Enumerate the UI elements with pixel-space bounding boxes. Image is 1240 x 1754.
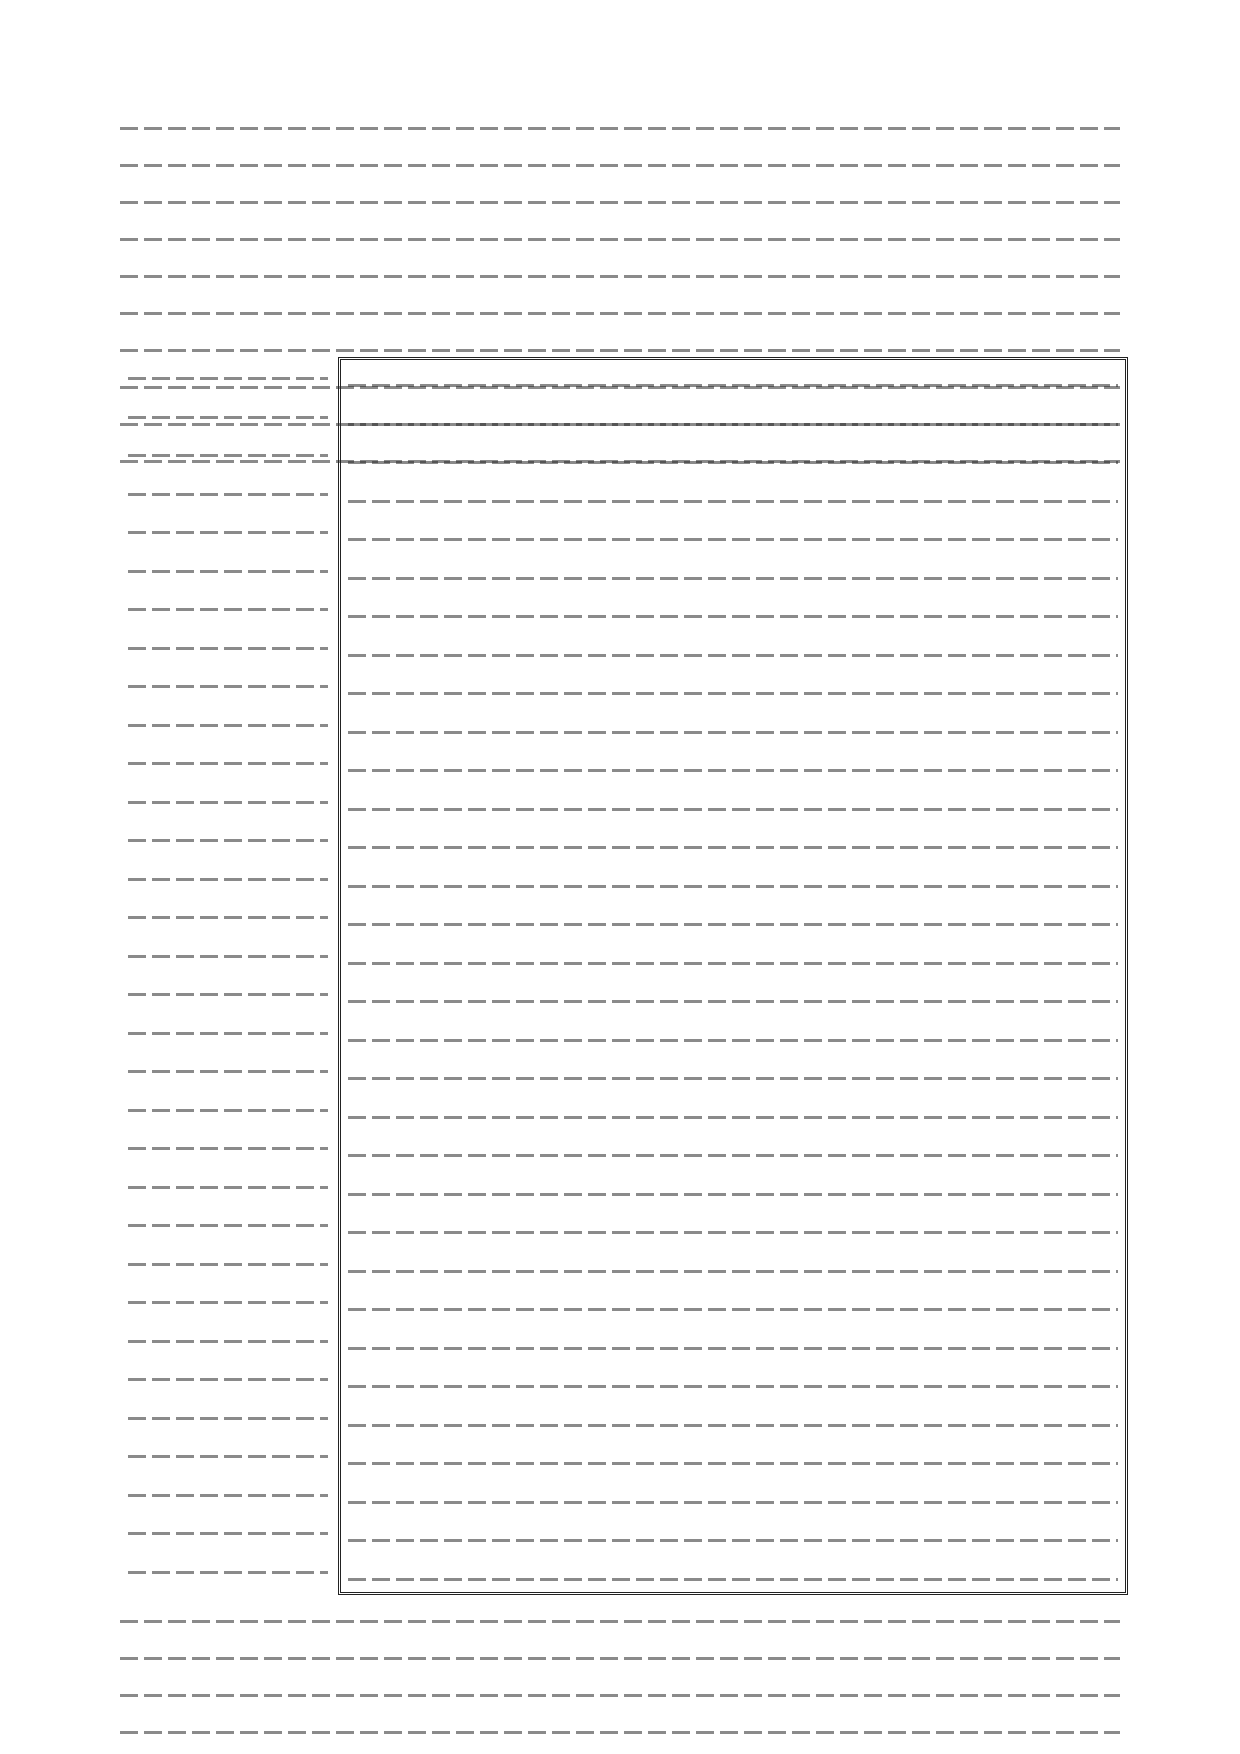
margin-text-line — [128, 745, 328, 784]
margin-text-line — [128, 1015, 328, 1054]
main-text-line — [348, 1561, 1118, 1600]
bottom-text-line — [120, 1714, 1120, 1751]
main-text-line — [348, 1060, 1118, 1099]
bottom-text-line — [120, 1603, 1120, 1640]
main-text-line — [348, 983, 1118, 1022]
main-text-line — [348, 637, 1118, 676]
margin-text-line — [128, 1169, 328, 1208]
margin-text-block — [128, 360, 328, 1592]
main-text-line — [348, 1022, 1118, 1061]
bottom-text-block — [120, 1603, 1120, 1751]
margin-text-line — [128, 1284, 328, 1323]
main-text-line — [348, 1330, 1118, 1369]
margin-text-line — [128, 1515, 328, 1554]
margin-text-line — [128, 1323, 328, 1362]
main-text-line — [348, 1484, 1118, 1523]
margin-text-line — [128, 591, 328, 630]
margin-text-line — [128, 553, 328, 592]
margin-text-line — [128, 1438, 328, 1477]
main-text-line — [348, 752, 1118, 791]
main-text-line — [348, 1291, 1118, 1330]
main-text-line — [348, 1407, 1118, 1446]
main-text-line — [348, 1445, 1118, 1484]
main-text-line — [348, 945, 1118, 984]
bottom-text-line — [120, 1640, 1120, 1677]
main-text-line — [348, 1522, 1118, 1561]
margin-text-line — [128, 1207, 328, 1246]
top-text-line — [120, 184, 1120, 221]
main-text-line — [348, 483, 1118, 522]
main-text-line — [348, 1214, 1118, 1253]
margin-text-line — [128, 976, 328, 1015]
top-text-line — [120, 221, 1120, 258]
margin-text-line — [128, 1092, 328, 1131]
main-text-line — [348, 1253, 1118, 1292]
margin-text-line — [128, 514, 328, 553]
main-text-line — [348, 714, 1118, 753]
top-text-line — [120, 295, 1120, 332]
margin-text-line — [128, 437, 328, 476]
main-text-line — [348, 406, 1118, 445]
main-text-line — [348, 598, 1118, 637]
margin-text-line — [128, 1361, 328, 1400]
margin-text-line — [128, 707, 328, 746]
margin-text-line — [128, 1554, 328, 1593]
bottom-text-line — [120, 1677, 1120, 1714]
main-text-line — [348, 906, 1118, 945]
main-text-line — [348, 1176, 1118, 1215]
margin-text-line — [128, 1053, 328, 1092]
main-text-line — [348, 444, 1118, 483]
margin-text-line — [128, 899, 328, 938]
margin-text-line — [128, 1400, 328, 1439]
margin-text-line — [128, 938, 328, 977]
margin-text-line — [128, 1130, 328, 1169]
margin-text-line — [128, 822, 328, 861]
margin-text-line — [128, 784, 328, 823]
main-text-line — [348, 675, 1118, 714]
main-text-line — [348, 868, 1118, 907]
margin-text-line — [128, 630, 328, 669]
main-text-line — [348, 367, 1118, 406]
main-text-line — [348, 1137, 1118, 1176]
margin-text-line — [128, 360, 328, 399]
margin-text-line — [128, 399, 328, 438]
main-text-line — [348, 829, 1118, 868]
top-text-line — [120, 147, 1120, 184]
main-text-block — [348, 367, 1118, 1599]
top-text-line — [120, 110, 1120, 147]
margin-text-line — [128, 476, 328, 515]
main-text-line — [348, 791, 1118, 830]
margin-text-line — [128, 1246, 328, 1285]
main-text-line — [348, 560, 1118, 599]
main-text-line — [348, 1368, 1118, 1407]
margin-text-line — [128, 1477, 328, 1516]
margin-text-line — [128, 668, 328, 707]
top-text-line — [120, 258, 1120, 295]
margin-text-line — [128, 861, 328, 900]
main-text-line — [348, 1099, 1118, 1138]
main-text-line — [348, 521, 1118, 560]
